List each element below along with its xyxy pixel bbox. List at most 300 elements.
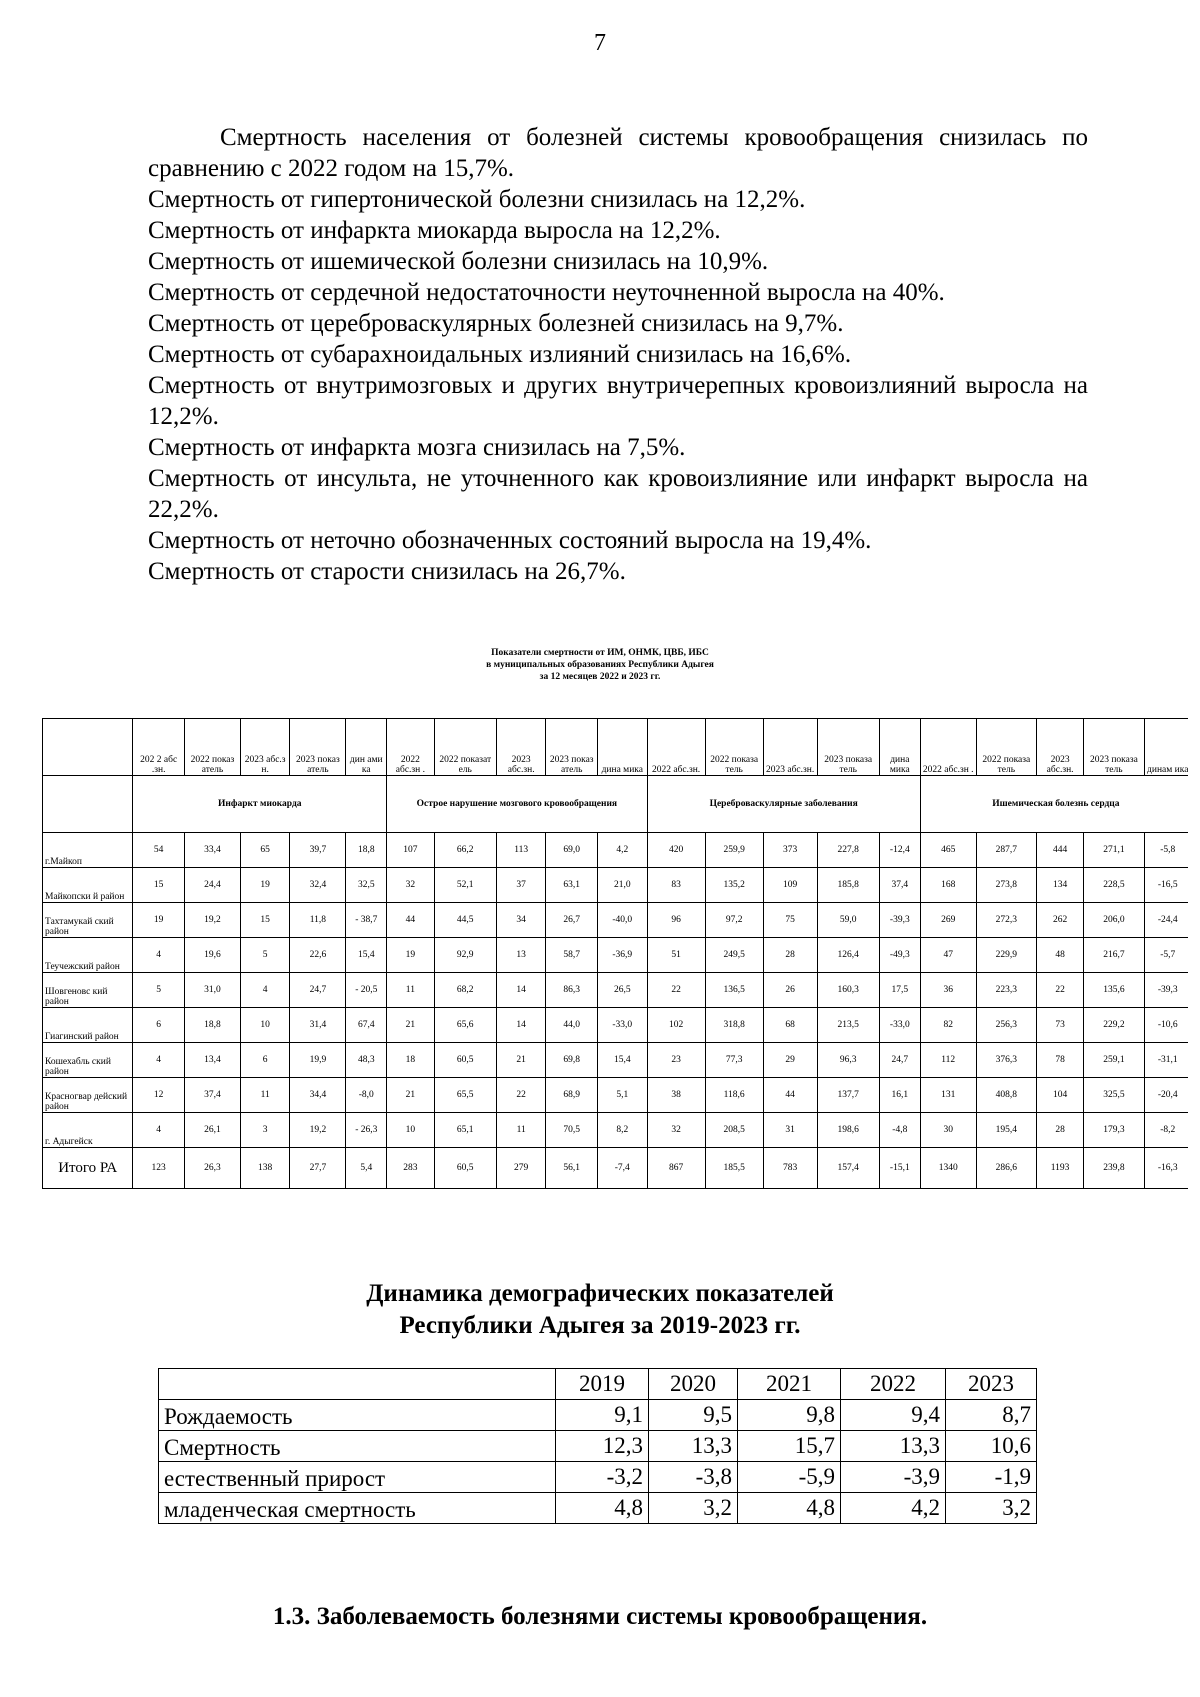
group-header: Цереброваскулярные заболевания	[647, 776, 920, 833]
corner-cell	[159, 1369, 556, 1400]
table-cell: 249,5	[705, 938, 763, 973]
region-name: Майкопски й район	[43, 868, 133, 903]
table-cell: 36	[920, 973, 976, 1008]
table-cell: -15,1	[879, 1148, 920, 1189]
table-cell: 273,8	[976, 868, 1036, 903]
table-cell: -3,2	[556, 1462, 649, 1493]
table-cell: 283	[387, 1148, 434, 1189]
table-cell: 21	[387, 1008, 434, 1043]
table-cell: 22	[1036, 973, 1083, 1008]
table-cell: 27,7	[290, 1148, 346, 1189]
table-cell: 1340	[920, 1148, 976, 1189]
table-cell: 78	[1036, 1043, 1083, 1078]
table-row	[43, 973, 1189, 1008]
table-cell: -1,9	[946, 1462, 1037, 1493]
table-cell: 4,8	[556, 1493, 649, 1524]
table-cell: 9,8	[738, 1400, 841, 1431]
table-cell: 19	[133, 903, 185, 938]
table-cell: 227,8	[817, 833, 879, 868]
table-cell: 135,2	[705, 868, 763, 903]
table-cell: 31,4	[290, 1008, 346, 1043]
column-header: 2023 показа тель	[1084, 719, 1144, 776]
mortality-table	[42, 718, 1188, 1189]
table-cell: -40,0	[598, 903, 647, 938]
paragraph: Смертность от инсульта, не уточненного как кровоизлияние или инфаркт выросла на 22,2%.	[148, 465, 1088, 523]
table-cell: 63,1	[546, 868, 598, 903]
table-cell: 206,0	[1084, 903, 1144, 938]
region-name: Гиагинский район	[43, 1008, 133, 1043]
table-cell: 47	[920, 938, 976, 973]
table-cell: 34,4	[290, 1078, 346, 1113]
table-cell: 420	[647, 833, 705, 868]
table-cell: 97,2	[705, 903, 763, 938]
region-name: Теучежский район	[43, 938, 133, 973]
table-row	[159, 1431, 1037, 1462]
table-cell: 44,0	[546, 1008, 598, 1043]
column-header: 2022 показат ель	[434, 719, 496, 776]
region-name: г.Майкоп	[43, 833, 133, 868]
table-cell: 56,1	[546, 1148, 598, 1189]
table-cell: 134	[1036, 868, 1083, 903]
table-cell: 5	[133, 973, 185, 1008]
table-cell: 92,9	[434, 938, 496, 973]
table-cell: 10	[240, 1008, 289, 1043]
table-cell: 11,8	[290, 903, 346, 938]
table-cell: 19,6	[184, 938, 240, 973]
table-cell: 168	[920, 868, 976, 903]
table-cell: 77,3	[705, 1043, 763, 1078]
header-row	[43, 719, 1189, 776]
table-cell: - 26,3	[346, 1113, 387, 1148]
paragraph: Смертность от гипертонической болезни снизилась на 12,2%.	[148, 186, 806, 213]
table-cell: 37	[496, 868, 545, 903]
table-cell: 96	[647, 903, 705, 938]
demo-table-wrap	[158, 1368, 1037, 1524]
table-cell: 272,3	[976, 903, 1036, 938]
paragraph: Смертность от неточно обозначенных состояний выросла на 19,4%.	[148, 527, 872, 554]
table-cell: 19,9	[290, 1043, 346, 1078]
table-cell: 31,0	[184, 973, 240, 1008]
table-cell: 48,3	[346, 1043, 387, 1078]
table-row	[159, 1400, 1037, 1431]
table-cell: 13	[496, 938, 545, 973]
table-cell: 26,5	[598, 973, 647, 1008]
table-cell: 325,5	[1084, 1078, 1144, 1113]
table-cell: 198,6	[817, 1113, 879, 1148]
table-cell: 185,8	[817, 868, 879, 903]
table-cell: 68,2	[434, 973, 496, 1008]
page-number: 7	[594, 30, 606, 56]
column-header: дина мика	[879, 719, 920, 776]
table-cell: -3,8	[649, 1462, 738, 1493]
table-cell: 39,7	[290, 833, 346, 868]
table-cell: 32,4	[290, 868, 346, 903]
indicator-label: младенческая смертность	[159, 1493, 556, 1524]
table-cell: 21,0	[598, 868, 647, 903]
table-cell: 82	[920, 1008, 976, 1043]
table-cell: 13,3	[649, 1431, 738, 1462]
table-cell: 279	[496, 1148, 545, 1189]
paragraph: Смертность от старости снизилась на 26,7%.	[148, 558, 626, 585]
table-cell: 109	[763, 868, 817, 903]
table-cell: 259,1	[1084, 1043, 1144, 1078]
table-cell: 239,8	[1084, 1148, 1144, 1189]
caption-line: в муниципальных образованиях Республики Адыгея	[486, 660, 714, 670]
table-cell: 34	[496, 903, 545, 938]
table-cell: 5,1	[598, 1078, 647, 1113]
region-name: Шовгеновс кий район	[43, 973, 133, 1008]
table-row	[159, 1493, 1037, 1524]
table-cell: 48	[1036, 938, 1083, 973]
caption-line: Показатели смертности от ИМ, ОНМК, ЦВБ, ИБС	[491, 648, 709, 658]
table-cell: 256,3	[976, 1008, 1036, 1043]
table-cell: 8,7	[946, 1400, 1037, 1431]
table-cell: 75	[763, 903, 817, 938]
table-cell: -7,4	[598, 1148, 647, 1189]
table-row	[43, 833, 1189, 868]
table-cell: 59,0	[817, 903, 879, 938]
column-header: 2023 абс.зн.	[763, 719, 817, 776]
table-cell: 3	[240, 1113, 289, 1148]
table-cell: 67,4	[346, 1008, 387, 1043]
table-cell: 15	[240, 903, 289, 938]
table-cell: 1193	[1036, 1148, 1083, 1189]
column-header: 2023 абс.зн.	[496, 719, 545, 776]
demo-title-line: Динамика демографических показателей	[366, 1280, 834, 1307]
table-cell: 465	[920, 833, 976, 868]
table-cell: 44	[763, 1078, 817, 1113]
column-header: 2023 показ атель	[290, 719, 346, 776]
table-cell: -4,8	[879, 1113, 920, 1148]
table-cell: 28	[1036, 1113, 1083, 1148]
table-cell: 26,1	[184, 1113, 240, 1148]
region-name: г. Адыгейск	[43, 1113, 133, 1148]
table-cell: -12,4	[879, 833, 920, 868]
table-cell: 14	[496, 973, 545, 1008]
table-cell: -39,3	[1144, 973, 1188, 1008]
table-cell: 66,2	[434, 833, 496, 868]
demo-title-line: Республики Адыгея за 2019-2023 гг.	[399, 1312, 801, 1339]
table-cell: 24,7	[879, 1043, 920, 1078]
table-cell: -5,9	[738, 1462, 841, 1493]
demo-table	[158, 1368, 1037, 1524]
paragraph: Смертность от ишемической болезни снизилась на 10,9%.	[148, 248, 769, 275]
table-cell: -8,0	[346, 1078, 387, 1113]
table-cell: 73	[1036, 1008, 1083, 1043]
table-cell: 22	[496, 1078, 545, 1113]
table-cell: -49,3	[879, 938, 920, 973]
table-cell: 271,1	[1084, 833, 1144, 868]
table-cell: 9,1	[556, 1400, 649, 1431]
table-cell: 6	[133, 1008, 185, 1043]
column-header: дин ами ка	[346, 719, 387, 776]
total-label: Итого РА	[43, 1148, 133, 1189]
table-cell: -16,3	[1144, 1148, 1188, 1189]
table-cell: 286,6	[976, 1148, 1036, 1189]
table-cell: 137,7	[817, 1078, 879, 1113]
table-cell: 83	[647, 868, 705, 903]
table-cell: 318,8	[705, 1008, 763, 1043]
table-cell: 195,4	[976, 1113, 1036, 1148]
table-cell: 223,3	[976, 973, 1036, 1008]
indicator-label: Рождаемость	[159, 1400, 556, 1431]
table-cell: 138	[240, 1148, 289, 1189]
paragraph: Смертность от инфаркта мозга снизилась на 7,5%.	[148, 434, 686, 461]
table-row	[43, 1043, 1189, 1078]
table-cell: 15	[133, 868, 185, 903]
demo-title	[0, 1278, 1200, 1342]
table-cell: 38	[647, 1078, 705, 1113]
table-cell: -39,3	[879, 903, 920, 938]
table-cell: 65	[240, 833, 289, 868]
table-cell: 44,5	[434, 903, 496, 938]
table-row	[43, 938, 1189, 973]
table-cell: 21	[496, 1043, 545, 1078]
group-corner-cell	[43, 776, 133, 833]
table-cell: 18	[387, 1043, 434, 1078]
table-cell: 26,3	[184, 1148, 240, 1189]
table-cell: 16,1	[879, 1078, 920, 1113]
caption-line: за 12 месяцев 2022 и 2023 гг.	[539, 672, 661, 682]
table-cell: 112	[920, 1043, 976, 1078]
table-cell: 104	[1036, 1078, 1083, 1113]
paragraph: Смертность населения от болезней системы кровообращения снизилась по сравнению с 2022 годом на 15,7%.	[148, 124, 1088, 182]
table-cell: 4,8	[738, 1493, 841, 1524]
table-cell: 10	[387, 1113, 434, 1148]
region-name: Кошехабль ский район	[43, 1043, 133, 1078]
table-cell: 229,2	[1084, 1008, 1144, 1043]
region-name: Тахтамукай ский район	[43, 903, 133, 938]
table-cell: 783	[763, 1148, 817, 1189]
table-cell: 136,5	[705, 973, 763, 1008]
table-cell: 373	[763, 833, 817, 868]
table-cell: 4,2	[841, 1493, 946, 1524]
table-cell: 9,4	[841, 1400, 946, 1431]
table-cell: 262	[1036, 903, 1083, 938]
group-row	[43, 776, 1189, 833]
year-header: 2022	[841, 1369, 946, 1400]
table-cell: 14	[496, 1008, 545, 1043]
table-cell: 37,4	[184, 1078, 240, 1113]
column-header: 2022 абс.зн .	[387, 719, 434, 776]
column-header: дина мика	[598, 719, 647, 776]
table-caption	[0, 647, 1200, 683]
group-header: Ишемическая болезнь сердца	[920, 776, 1188, 833]
table-cell: 33,4	[184, 833, 240, 868]
table-cell: 118,6	[705, 1078, 763, 1113]
table-cell: 867	[647, 1148, 705, 1189]
table-cell: 69,8	[546, 1043, 598, 1078]
table-cell: 22	[647, 973, 705, 1008]
column-header: 2023 абс.зн.	[1036, 719, 1083, 776]
table-cell: 65,6	[434, 1008, 496, 1043]
table-cell: 68,9	[546, 1078, 598, 1113]
column-header: 202 2 абс .зн.	[133, 719, 185, 776]
table-cell: -10,6	[1144, 1008, 1188, 1043]
table-cell: 157,4	[817, 1148, 879, 1189]
table-cell: 259,9	[705, 833, 763, 868]
table-cell: 15,4	[346, 938, 387, 973]
table-cell: 11	[496, 1113, 545, 1148]
table-cell: 6	[240, 1043, 289, 1078]
table-cell: 229,9	[976, 938, 1036, 973]
table-cell: 13,3	[841, 1431, 946, 1462]
table-cell: 15,4	[598, 1043, 647, 1078]
table-cell: 65,5	[434, 1078, 496, 1113]
year-header: 2023	[946, 1369, 1037, 1400]
table-cell: 287,7	[976, 833, 1036, 868]
table-cell: 408,8	[976, 1078, 1036, 1113]
table-cell: -8,2	[1144, 1113, 1188, 1148]
table-cell: -5,8	[1144, 833, 1188, 868]
column-header: 2023 показ атель	[546, 719, 598, 776]
table-cell: 123	[133, 1148, 185, 1189]
column-header: 2023 показа тель	[817, 719, 879, 776]
table-cell: 19,2	[184, 903, 240, 938]
table-cell: 28	[763, 938, 817, 973]
table-cell: 70,5	[546, 1113, 598, 1148]
table-cell: 15,7	[738, 1431, 841, 1462]
table-cell: 26,7	[546, 903, 598, 938]
table-cell: 5,4	[346, 1148, 387, 1189]
table-cell: 213,5	[817, 1008, 879, 1043]
table-cell: 4,2	[598, 833, 647, 868]
table-cell: 228,5	[1084, 868, 1144, 903]
table-cell: 19	[240, 868, 289, 903]
body-text	[148, 122, 1088, 587]
table-cell: - 38,7	[346, 903, 387, 938]
table-cell: 4	[133, 1043, 185, 1078]
paragraph: Смертность от цереброваскулярных болезней снизилась на 9,7%.	[148, 310, 844, 337]
table-cell: 13,4	[184, 1043, 240, 1078]
table-cell: 23	[647, 1043, 705, 1078]
table-row	[159, 1462, 1037, 1493]
table-cell: 22,6	[290, 938, 346, 973]
table-cell: 4	[133, 1113, 185, 1148]
table-cell: 32	[647, 1113, 705, 1148]
column-header: 2022 показ атель	[184, 719, 240, 776]
table-cell: 216,7	[1084, 938, 1144, 973]
table-cell: 31	[763, 1113, 817, 1148]
year-header: 2019	[556, 1369, 649, 1400]
table-cell: 179,3	[1084, 1113, 1144, 1148]
table-cell: 135,6	[1084, 973, 1144, 1008]
table-cell: 24,4	[184, 868, 240, 903]
table-cell: 11	[240, 1078, 289, 1113]
table-cell: 12,3	[556, 1431, 649, 1462]
column-header: 2022 абс.зн .	[920, 719, 976, 776]
table-cell: 21	[387, 1078, 434, 1113]
region-name: Красногвар дейский район	[43, 1078, 133, 1113]
table-cell: 17,5	[879, 973, 920, 1008]
table-cell: 44	[387, 903, 434, 938]
indicator-label: естественный прирост	[159, 1462, 556, 1493]
table-cell: 52,1	[434, 868, 496, 903]
table-cell: 24,7	[290, 973, 346, 1008]
table-cell: 444	[1036, 833, 1083, 868]
table-cell: -31,1	[1144, 1043, 1188, 1078]
table-cell: 60,5	[434, 1043, 496, 1078]
table-cell: 3,2	[946, 1493, 1037, 1524]
corner-cell	[43, 719, 133, 776]
table-cell: -36,9	[598, 938, 647, 973]
table-cell: 126,4	[817, 938, 879, 973]
mortality-table-wrap	[42, 718, 1188, 1238]
section-subheading: 1.3. Заболеваемость болезнями системы кровообращения.	[272, 1603, 928, 1630]
table-row	[43, 1113, 1189, 1148]
paragraph: Смертность от внутримозговых и других внутричерепных кровоизлияний выросла на 12,2%.	[148, 372, 1088, 430]
table-cell: 11	[387, 973, 434, 1008]
table-cell: -5,7	[1144, 938, 1188, 973]
year-header: 2020	[649, 1369, 738, 1400]
total-row	[43, 1148, 1189, 1189]
table-cell: 30	[920, 1113, 976, 1148]
table-cell: 51	[647, 938, 705, 973]
table-cell: 113	[496, 833, 545, 868]
table-cell: 376,3	[976, 1043, 1036, 1078]
years-row	[159, 1369, 1037, 1400]
table-cell: 58,7	[546, 938, 598, 973]
table-cell: 12	[133, 1078, 185, 1113]
table-cell: -16,5	[1144, 868, 1188, 903]
table-cell: -24,4	[1144, 903, 1188, 938]
table-cell: 37,4	[879, 868, 920, 903]
table-cell: 18,8	[346, 833, 387, 868]
column-header: динам ика	[1144, 719, 1188, 776]
column-header: 2022 показа тель	[705, 719, 763, 776]
table-row	[43, 868, 1189, 903]
table-cell: 26	[763, 973, 817, 1008]
table-cell: 18,8	[184, 1008, 240, 1043]
table-cell: 32	[387, 868, 434, 903]
table-cell: 102	[647, 1008, 705, 1043]
table-cell: -3,9	[841, 1462, 946, 1493]
table-row	[43, 1078, 1189, 1113]
table-row	[43, 1008, 1189, 1043]
table-cell: 86,3	[546, 973, 598, 1008]
year-header: 2021	[738, 1369, 841, 1400]
table-cell: 4	[240, 973, 289, 1008]
table-cell: 60,5	[434, 1148, 496, 1189]
group-header: Инфаркт миокарда	[133, 776, 387, 833]
table-cell: 10,6	[946, 1431, 1037, 1462]
table-cell: 160,3	[817, 973, 879, 1008]
table-cell: - 20,5	[346, 973, 387, 1008]
table-cell: 107	[387, 833, 434, 868]
table-row	[43, 903, 1189, 938]
table-cell: 5	[240, 938, 289, 973]
paragraph: Смертность от сердечной недостаточности неуточненной выросла на 40%.	[148, 279, 945, 306]
table-cell: 69,0	[546, 833, 598, 868]
table-cell: 54	[133, 833, 185, 868]
paragraph: Смертность от инфаркта миокарда выросла на 12,2%.	[148, 217, 721, 244]
table-cell: 96,3	[817, 1043, 879, 1078]
paragraph: Смертность от субарахноидальных излияний снизилась на 16,6%.	[148, 341, 852, 368]
table-cell: 65,1	[434, 1113, 496, 1148]
table-cell: 208,5	[705, 1113, 763, 1148]
table-cell: 269	[920, 903, 976, 938]
table-cell: 19,2	[290, 1113, 346, 1148]
column-header: 2023 абс.з н.	[240, 719, 289, 776]
table-cell: 68	[763, 1008, 817, 1043]
table-cell: 8,2	[598, 1113, 647, 1148]
table-cell: -20,4	[1144, 1078, 1188, 1113]
table-cell: 32,5	[346, 868, 387, 903]
indicator-label: Смертность	[159, 1431, 556, 1462]
table-cell: 9,5	[649, 1400, 738, 1431]
table-cell: 3,2	[649, 1493, 738, 1524]
table-cell: 185,5	[705, 1148, 763, 1189]
